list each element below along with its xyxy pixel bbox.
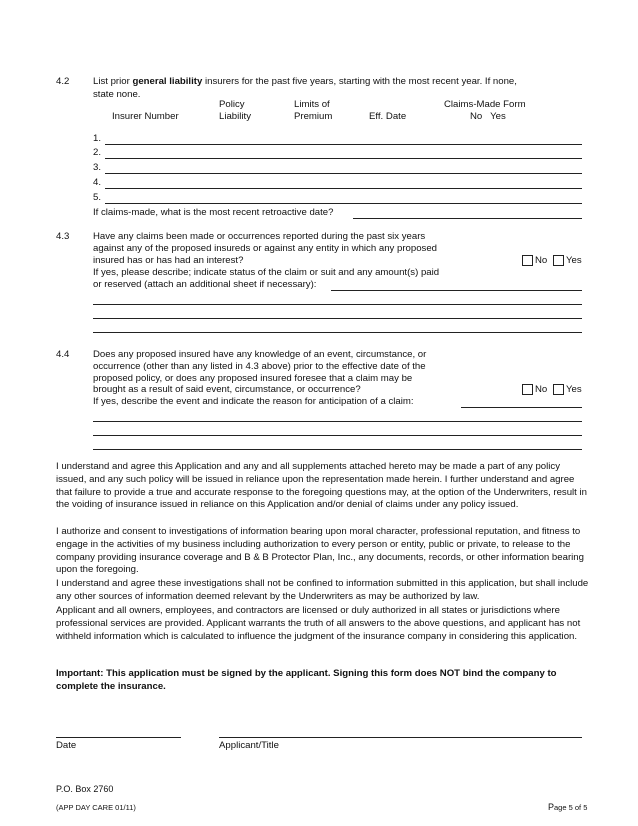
page-number-prefix: P <box>548 802 555 812</box>
question-number: 4.4 <box>56 349 70 360</box>
claim-description-field[interactable] <box>93 318 582 319</box>
question-text: brought as a result of said event, circumstance, or occurrence? <box>93 384 361 395</box>
insurer-row-2-field[interactable] <box>105 158 582 159</box>
describe-instruction: If yes, please describe; indicate status of the claim or suit and any amount(s) paid <box>93 267 440 278</box>
question-text <box>93 76 517 88</box>
yes-label: Yes <box>566 255 582 266</box>
column-header-claims-made: Claims-Made Form <box>444 99 526 110</box>
column-header-eff-date: Eff. Date <box>369 111 407 122</box>
insurer-row-number: 5. <box>93 192 102 203</box>
question-text-part: List prior <box>93 76 133 87</box>
claim-description-field[interactable] <box>331 290 582 291</box>
insurer-row-4-field[interactable] <box>105 188 582 189</box>
event-description-field[interactable] <box>93 421 582 422</box>
no-label: No <box>535 384 548 395</box>
column-header-premium: Premium <box>294 111 333 122</box>
insurer-row-number: 4. <box>93 177 102 188</box>
date-signature-line[interactable] <box>56 737 181 738</box>
event-description-field[interactable] <box>461 407 582 408</box>
licensing-paragraph: Applicant and all owners, employees, and contractors are licensed or duly authorized in all states or jurisdictions where professional services are provided. Applicant warrants the truth of all answers to the above questions, and applicant has not withheld information which is calculated to influence the judgment of the insurance company in considering this application. <box>56 605 581 642</box>
question-number: 4.3 <box>56 231 70 242</box>
insurer-row-number: 2. <box>93 147 102 158</box>
insurer-row-number: 1. <box>93 133 102 144</box>
describe-instruction: or reserved (attach an additional sheet if necessary): <box>93 279 317 290</box>
event-description-field[interactable] <box>93 435 582 436</box>
applicant-title-label: Applicant/Title <box>219 740 279 751</box>
insurer-row-3-field[interactable] <box>105 173 582 174</box>
yes-checkbox[interactable] <box>553 384 564 395</box>
question-text: Have any claims been made or occurrences reported during the past six years <box>93 231 426 242</box>
column-header-limits: Limits of <box>294 99 330 110</box>
describe-instruction: If yes, describe the event and indicate the reason for anticipation of a claim: <box>93 396 414 407</box>
yes-label: Yes <box>566 384 582 395</box>
applicant-signature-line[interactable] <box>219 737 582 738</box>
footer-address: P.O. Box 2760 <box>56 784 114 794</box>
claim-description-field[interactable] <box>93 332 582 333</box>
insurer-row-5-field[interactable] <box>105 203 582 204</box>
column-header-insurer: Insurer Number <box>112 111 179 122</box>
authorization-paragraph: I authorize and consent to investigations of information bearing upon moral character, professional reputation, and fitness to engage in the activities of my business including authorization to every person or entity, public or private, to release to the company providing insurance coverage and B & B Protector Plan, Inc., any documents, records, or other information bearing upon the foregoing. <box>56 526 584 576</box>
no-checkbox[interactable] <box>522 384 533 395</box>
no-label: No <box>535 255 548 266</box>
question-text: insured has or has had an interest? <box>93 255 244 266</box>
column-header-liability: Liability <box>219 111 251 122</box>
no-checkbox[interactable] <box>522 255 533 266</box>
date-label: Date <box>56 740 77 751</box>
question-number: 4.2 <box>56 76 70 87</box>
question-text-line2: state none. <box>93 89 141 100</box>
yes-checkbox[interactable] <box>553 255 564 266</box>
event-description-field[interactable] <box>93 449 582 450</box>
column-header-policy: Policy <box>219 99 245 110</box>
claim-description-field[interactable] <box>93 304 582 305</box>
form-code: (APP DAY CARE 01/11) <box>56 803 136 812</box>
investigation-paragraph: I understand and agree these investigations shall not be confined to information submitted in this application, but shall include any other sources of information deemed relevant by the Underwriters as may be authorized by law. <box>56 578 589 602</box>
important-notice: Important: This application must be signed by the applicant. Signing this form does NOT bind the company to complete the insurance. <box>56 668 557 692</box>
column-header-no-yes: No Yes <box>470 111 506 122</box>
insurer-row-1-field[interactable] <box>105 144 582 145</box>
page-number-rest: age 5 of 5 <box>554 803 588 812</box>
question-text: occurrence (other than any listed in 4.3 above) prior to the effective date of the <box>93 361 426 372</box>
page-number <box>548 801 588 814</box>
question-text-part: insurers for the past five years, starting with the most recent year. If none, <box>202 76 517 87</box>
question-text: against any of the proposed insureds or against any entity in which any proposed <box>93 243 437 254</box>
insurer-row-number: 3. <box>93 162 102 173</box>
question-text-bold: general liability <box>132 76 203 87</box>
retro-date-field[interactable] <box>353 218 582 219</box>
question-text: proposed policy, or does any proposed insured foresee that a claim may be <box>93 373 413 384</box>
question-text: Does any proposed insured have any knowledge of an event, circumstance, or <box>93 349 427 360</box>
agreement-paragraph: I understand and agree this Application and any and all supplements attached hereto may be made a part of any policy issued, and any such policy will be issued in reliance upon the representation made herein. I further understand and agree that failure to provide a true and accurate response to the foregoing questions may, at the option of the Underwriters, result in the voiding of insurance issued in reliance on this Application and/or denial of claims under any policy issued. <box>56 461 587 511</box>
retro-date-question: If claims-made, what is the most recent retroactive date? <box>93 207 334 218</box>
